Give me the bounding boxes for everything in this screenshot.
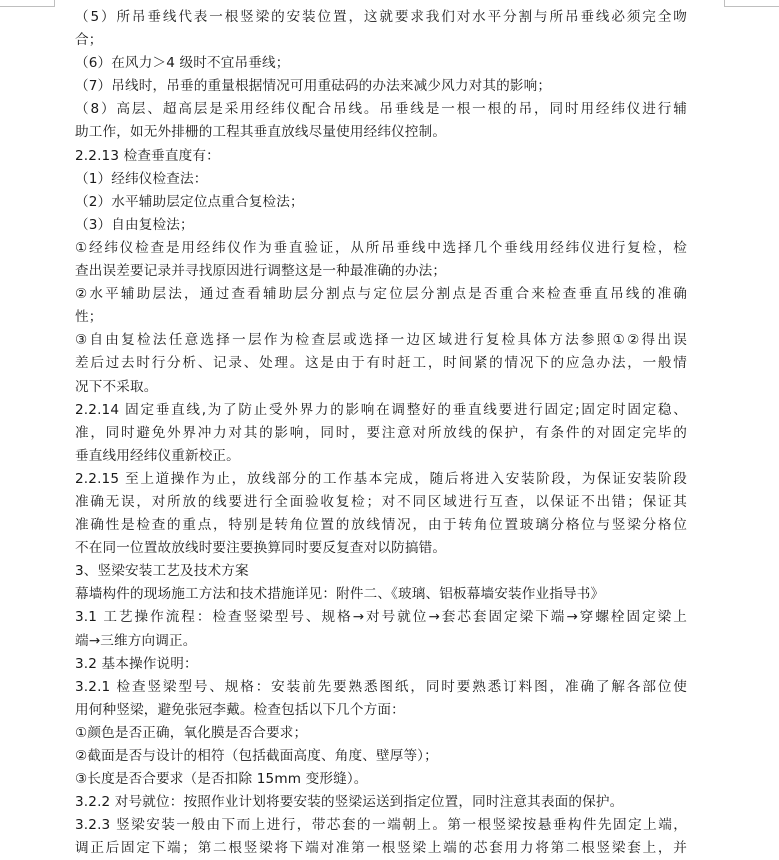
text-line: 准确性是检查的重点，特别是转角位置的放线情况，由于转角位置玻璃分格位与竖梁分格位 <box>75 517 687 534</box>
text-line: 查出误差要记录并寻找原因进行调整这是一种最准确的办法； <box>75 263 447 280</box>
text-line: 3.2 基本操作说明： <box>75 655 198 672</box>
text-line: 准确无误，对所放的线要进行全面验收复检；对不同区域进行互查，以保证不出错；保证其 <box>75 493 687 510</box>
document-body <box>75 6 687 860</box>
text-line: 合； <box>75 32 103 49</box>
text-line: （3）自由复检法； <box>75 216 194 233</box>
text-line: 2.2.14 固定垂直线,为了防止受外界力的影响在调整好的垂直线要进行固定;固定时固定稳、 <box>75 401 687 418</box>
text-line: （1）经纬仪检查法： <box>75 170 208 187</box>
text-line: ③自由复检法任意选择一层作为检查层或选择一边区域进行复检具体方法参照①②得出误 <box>75 332 687 349</box>
text-line: 用何种竖梁，避免张冠李戴。检查包括以下几个方面： <box>75 701 405 718</box>
text-line: 差后过去时行分析、记录、处理。这是由于有时赶工，时间紧的情况下的应急办法，一般情 <box>75 355 687 372</box>
page-corner-mark-left <box>0 0 55 7</box>
text-line: 3、竖梁安装工艺及技术方案 <box>75 563 249 580</box>
text-line: （5）所吊垂线代表一根竖梁的安装位置，这就要求我们对水平分割与所吊垂线必须完全吻 <box>75 9 687 25</box>
text-line: （2）水平辅助层定位点重合复检法； <box>75 193 304 210</box>
text-line: 幕墙构件的现场施工方法和技术措施详见：附件二、《玻璃、铝板幕墙安装作业指导书》 <box>75 586 605 603</box>
text-line: （6）在风力＞4 级时不宜吊垂线； <box>75 55 290 72</box>
text-line: ②水平辅助层法，通过查看辅助层分割点与定位层分割点是否重合来检查垂直吊线的准确 <box>75 286 687 303</box>
text-line: ①经纬仪检查是用经纬仪作为垂直验证，从所吊垂线中选择几个垂线用经纬仪进行复检，检 <box>75 239 687 256</box>
text-line: 性； <box>75 309 103 326</box>
text-line: 2.2.13 检查垂直度有： <box>75 147 220 164</box>
text-line: 调正后固定下端；第二根竖梁将下端对准第一根竖梁上端的芯套用力将第二根竖梁套上，并 <box>75 840 687 857</box>
text-line: 准，同时避免外界冲力对其的影响，同时，要注意对所放线的保护，有条件的对固定完毕的 <box>75 424 687 441</box>
text-line: 3.2.3 竖梁安装一般由下而上进行，带芯套的一端朝上。第一根竖梁按悬垂构件先固定上端， <box>75 817 687 834</box>
text-line: （7）吊线时，吊垂的重量根据情况可用重砝码的办法来减少风力对其的影响； <box>75 78 552 95</box>
text-line: ③长度是否合要求（是否扣除 15mm 变形缝）。 <box>75 771 368 788</box>
text-line: 端→三维方向调正。 <box>75 632 197 649</box>
text-line: 2.2.15 至上道操作为止，放线部分的工作基本完成，随后将进入安装阶段，为保证安装阶段 <box>75 470 687 487</box>
text-line: 况下不采取。 <box>75 378 158 395</box>
text-line: 3.2.1 检查竖梁型号、规格：安装前先要熟悉图纸，同时要熟悉订料图，准确了解各部位使 <box>75 678 687 695</box>
text-line: 不在同一位置故放线时要注要换算同时要反复查对以防搞错。 <box>75 540 447 557</box>
text-line: 助工作，如无外排栅的工程其垂直放线尽量使用经纬仪控制。 <box>75 124 447 141</box>
text-line: （8）高层、超高层是采用经纬仪配合吊线。吊垂线是一根一根的吊，同时用经纬仪进行辅 <box>75 101 687 118</box>
text-line: ①颜色是否正确，氧化膜是否合要求； <box>75 724 308 741</box>
text-line: 垂直线用经纬仪重新校正。 <box>75 447 240 464</box>
text-line: 3.1 工艺操作流程：检查竖梁型号、规格→对号就位→套芯套固定梁下端→穿螺栓固定梁上 <box>75 609 687 626</box>
page-corner-mark-right <box>724 0 779 7</box>
text-line: ②截面是否与设计的相符（包括截面高度、角度、壁厚等）； <box>75 748 438 764</box>
text-line: 3.2.2 对号就位：按照作业计划将要安装的竖梁运送到指定位置，同时注意其表面的保护。 <box>75 794 624 811</box>
